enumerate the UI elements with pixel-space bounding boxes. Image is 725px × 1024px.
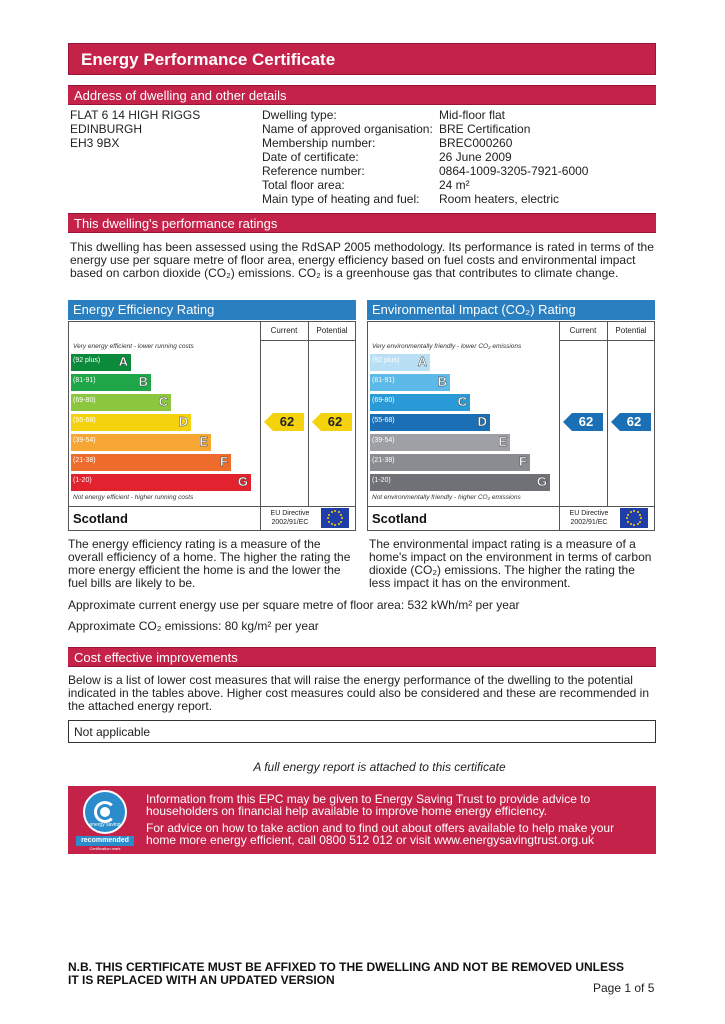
detail-value: 0864-1009-3205-7921-6000 bbox=[439, 164, 589, 178]
energy-eu-directive: EU Directive 2002/91/EC bbox=[270, 510, 310, 526]
energy-chart-title: Energy Efficiency Rating bbox=[68, 300, 356, 320]
logo-recommended: recommended bbox=[76, 836, 134, 846]
band-range: (21-38) bbox=[372, 457, 395, 464]
address-line-2: EDINBURGH bbox=[70, 122, 143, 136]
address-line-1: FLAT 6 14 HIGH RIGGS bbox=[70, 108, 201, 122]
band-range: (69-80) bbox=[73, 397, 96, 404]
improvements-intro: Below is a list of lower cost measures that will raise the energy performance of the dwelling to the potential indicated in the tables above. Higher cost measures could also be considered and these are recommended in the attached energy report. bbox=[68, 673, 650, 713]
co2-chart-title: Environmental Impact (CO₂) Rating bbox=[367, 300, 655, 320]
logo-text: energy saving bbox=[89, 822, 121, 828]
current-rating-value: 62 bbox=[279, 414, 295, 429]
energy-bottom-note: Not energy efficient - higher running costs bbox=[73, 494, 194, 501]
improvements-section-header: Cost effective improvements bbox=[68, 647, 656, 667]
address-line-3: EH3 9BX bbox=[70, 136, 120, 150]
current-rating-value: 62 bbox=[578, 414, 594, 429]
co2-rating-explanation: The environmental impact rating is a measure of a home's impact on the environment in terms of carbon dioxide (CO₂) emissions. The higher the rating the less impact it has on the environment. bbox=[369, 537, 652, 590]
current-rating-arrow bbox=[563, 413, 603, 431]
rating-band-c bbox=[71, 394, 171, 411]
band-letter: C bbox=[457, 394, 467, 409]
current-rating-arrow bbox=[264, 413, 304, 431]
band-letter: C bbox=[158, 394, 168, 409]
band-letter: D bbox=[477, 414, 487, 429]
potential-column-header: Potential bbox=[316, 326, 348, 335]
detail-label: Total floor area: bbox=[262, 178, 345, 192]
energy-chart-frame bbox=[68, 321, 356, 531]
detail-label: Reference number: bbox=[262, 164, 365, 178]
detail-value: 26 June 2009 bbox=[439, 150, 512, 164]
co2-bottom-note: Not environmentally friendly - higher CO₂ emissions bbox=[372, 494, 521, 501]
est-info-line-2: For advice on how to take action and to find out about offers available to help make your home more energy efficient, call 0800 512 012 or visit www.energysavingtrust.org.uk bbox=[146, 821, 615, 847]
band-range: (39-54) bbox=[372, 437, 395, 444]
detail-value: 24 m² bbox=[439, 178, 470, 192]
co2-eu-directive: EU Directive 2002/91/EC bbox=[569, 510, 609, 526]
rating-band-g bbox=[71, 474, 251, 491]
full-report-note: A full energy report is attached to this certificate bbox=[253, 760, 506, 774]
energy-use-statement: Approximate current energy use per square metre of floor area: 532 kWh/m² per year bbox=[68, 598, 520, 612]
band-letter: B bbox=[437, 374, 447, 389]
current-column-header: Current bbox=[270, 326, 298, 335]
detail-label: Dwelling type: bbox=[262, 108, 337, 122]
detail-label: Membership number: bbox=[262, 136, 376, 150]
band-letter: E bbox=[199, 434, 208, 449]
improvements-list-box bbox=[68, 720, 656, 743]
band-range: (55-68) bbox=[372, 417, 395, 424]
band-range: (21-38) bbox=[73, 457, 96, 464]
rating-band-c bbox=[370, 394, 470, 411]
potential-column-header: Potential bbox=[615, 326, 647, 335]
detail-label: Main type of heating and fuel: bbox=[262, 192, 420, 206]
potential-rating-arrow bbox=[312, 413, 352, 431]
energy-saving-recommended-logo bbox=[76, 790, 134, 850]
eu-flag-icon bbox=[620, 508, 648, 528]
band-letter: D bbox=[178, 414, 188, 429]
co2-chart-frame bbox=[367, 321, 655, 531]
band-range: (69-80) bbox=[372, 397, 395, 404]
logo-certification-mark: Certification mark bbox=[89, 846, 121, 851]
band-range: (92 plus) bbox=[372, 357, 400, 364]
detail-value: BRE Certification bbox=[439, 122, 531, 136]
rating-band-d bbox=[71, 414, 191, 431]
rating-band-a bbox=[71, 354, 131, 371]
band-letter: B bbox=[138, 374, 148, 389]
detail-label: Date of certificate: bbox=[262, 150, 359, 164]
est-info-line-1: Information from this EPC may be given to Energy Saving Trust to provide advice to householders on financial help available to improve home energy efficiency. bbox=[146, 792, 591, 818]
not-applicable-text: Not applicable bbox=[74, 725, 151, 739]
potential-rating-value: 62 bbox=[626, 414, 642, 429]
co2-top-note: Very environmentally friendly - lower CO₂ emissions bbox=[372, 343, 522, 350]
band-range: (55-68) bbox=[73, 417, 96, 424]
band-range: (81-91) bbox=[372, 377, 395, 384]
rating-band-b bbox=[370, 374, 450, 391]
band-letter: G bbox=[237, 474, 248, 489]
band-letter: A bbox=[118, 354, 128, 369]
page-number: Page 1 of 5 bbox=[593, 981, 655, 995]
band-letter: A bbox=[417, 354, 427, 369]
energy-top-note: Very energy efficient - lower running costs bbox=[73, 343, 194, 350]
band-range: (81-91) bbox=[73, 377, 96, 384]
rating-band-e bbox=[71, 434, 211, 451]
rating-band-d bbox=[370, 414, 490, 431]
band-range: (1-20) bbox=[372, 477, 391, 484]
rating-band-f bbox=[370, 454, 530, 471]
rating-band-b bbox=[71, 374, 151, 391]
environmental-impact-chart bbox=[367, 300, 655, 532]
band-letter: G bbox=[536, 474, 547, 489]
eu-flag-icon bbox=[321, 508, 349, 528]
band-letter: F bbox=[519, 454, 527, 469]
energy-saving-trust-box bbox=[68, 786, 656, 854]
detail-value: BREC000260 bbox=[439, 136, 513, 150]
address-section-header: Address of dwelling and other details bbox=[68, 85, 656, 105]
ratings-section-header: This dwelling's performance ratings bbox=[68, 213, 656, 233]
current-column-header: Current bbox=[569, 326, 597, 335]
rating-band-f bbox=[71, 454, 231, 471]
co2-emissions-statement: Approximate CO₂ emissions: 80 kg/m² per year bbox=[68, 619, 319, 633]
certificate-title-bar bbox=[68, 43, 656, 75]
band-range: (39-54) bbox=[73, 437, 96, 444]
energy-region: Scotland bbox=[73, 511, 128, 526]
potential-rating-arrow bbox=[611, 413, 651, 431]
affix-notice: N.B. THIS CERTIFICATE MUST BE AFFIXED TO THE DWELLING AND NOT BE REMOVED UNLESS IT IS REPLACED WITH AN UPDATED VERSION bbox=[68, 960, 625, 987]
band-range: (1-20) bbox=[73, 477, 92, 484]
rating-band-e bbox=[370, 434, 510, 451]
band-letter: E bbox=[498, 434, 507, 449]
potential-rating-value: 62 bbox=[327, 414, 343, 429]
certificate-title: Energy Performance Certificate bbox=[81, 50, 336, 69]
rating-band-a bbox=[370, 354, 430, 371]
energy-efficiency-chart bbox=[68, 300, 356, 532]
detail-label: Name of approved organisation: bbox=[262, 122, 433, 136]
detail-value: Room heaters, electric bbox=[439, 192, 560, 206]
co2-region: Scotland bbox=[372, 511, 427, 526]
energy-rating-explanation: The energy efficiency rating is a measure of the overall efficiency of a home. The higher the rating the more energy efficient the home is and the lower the fuel bills are likely to be. bbox=[68, 537, 351, 590]
band-range: (92 plus) bbox=[73, 357, 101, 364]
ratings-intro: This dwelling has been assessed using the RdSAP 2005 methodology. Its performance is rated in terms of the energy use per square metre of floor area, energy efficiency based on fuel costs and environmental impact based on carbon dioxide (CO₂) emissions. CO₂ is a greenhouse gas that contributes to climate change. bbox=[70, 240, 654, 280]
rating-band-g bbox=[370, 474, 550, 491]
band-letter: F bbox=[220, 454, 228, 469]
detail-value: Mid-floor flat bbox=[439, 108, 506, 122]
